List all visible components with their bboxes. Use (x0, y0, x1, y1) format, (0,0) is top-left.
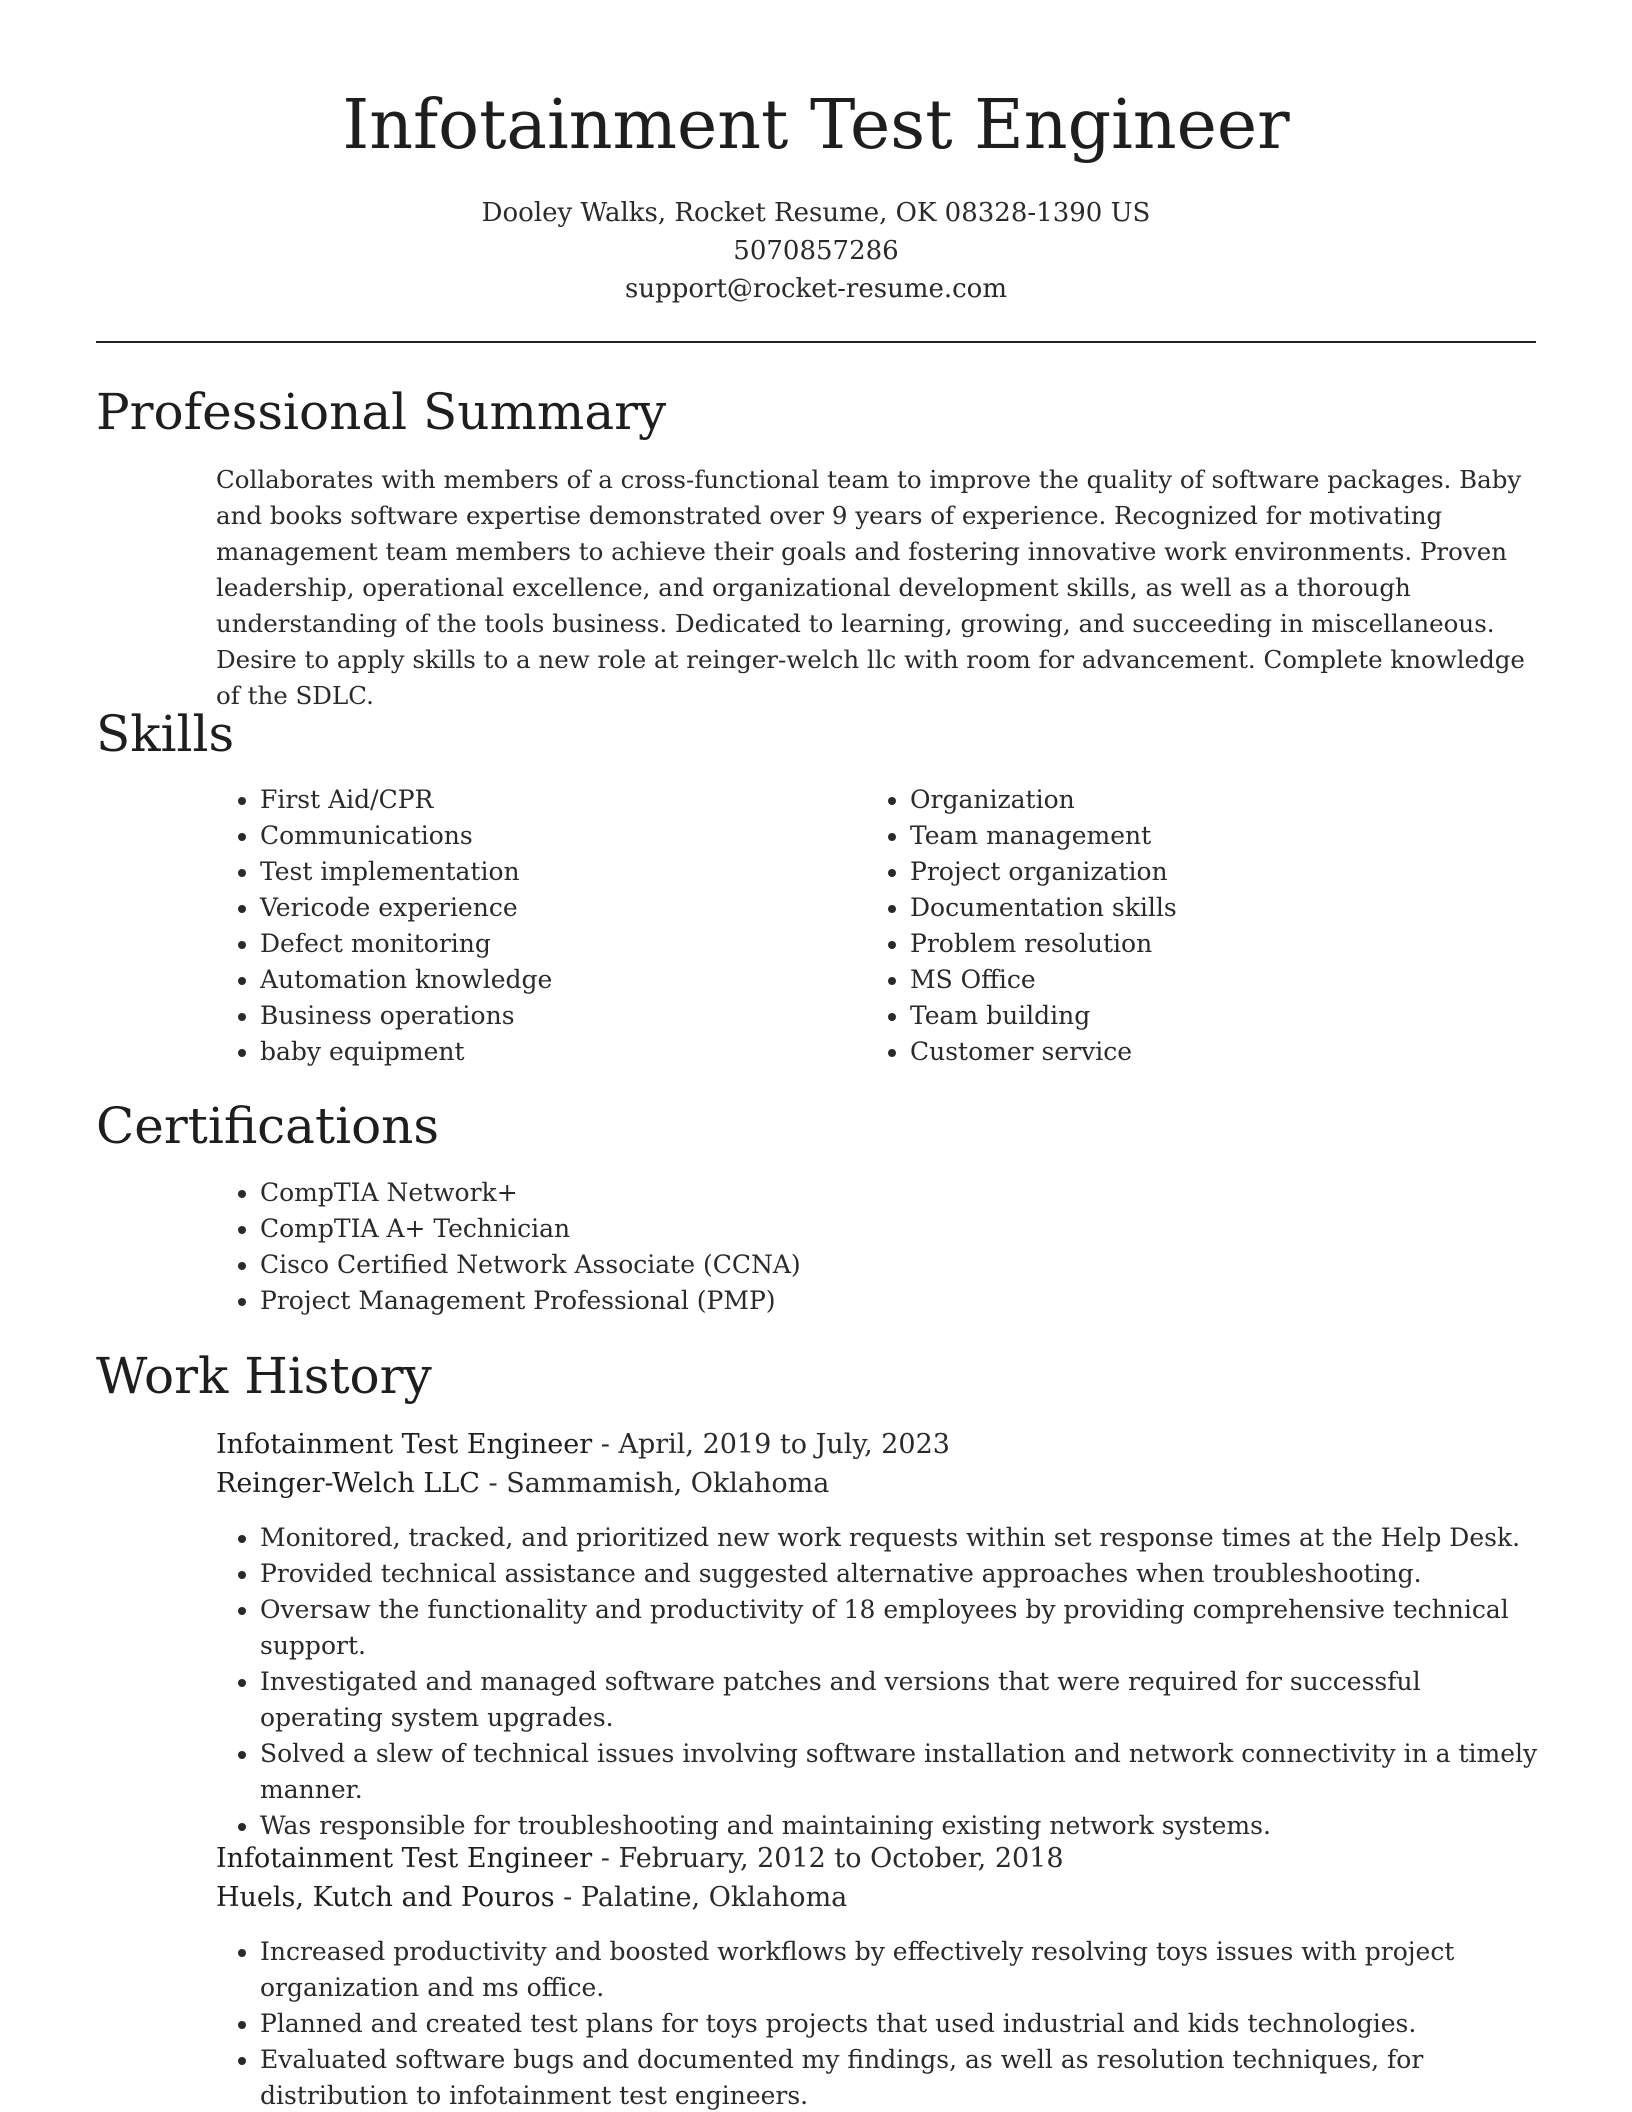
skill-item: • baby equipment (260, 1034, 816, 1070)
certification-item: • CompTIA A+ Technician (260, 1211, 1116, 1247)
job-separator: - (600, 1843, 619, 1874)
certifications-list (216, 1175, 1116, 1319)
job-dates: April, 2019 to July, 2023 (618, 1429, 950, 1460)
job-location: Sammamish, Oklahoma (506, 1468, 830, 1499)
skill-item: • Business operations (260, 998, 816, 1034)
job-company: Huels, Kutch and Pouros (216, 1882, 555, 1913)
section-title-work-history: Work History (96, 1347, 432, 1405)
skill-item: • Communications (260, 818, 816, 854)
job-role: Infotainment Test Engineer (216, 1843, 593, 1874)
candidate-name: Infotainment Test Engineer (342, 86, 1290, 165)
skill-item: • Vericode experience (260, 890, 816, 926)
email: support@rocket-resume.com (624, 274, 1007, 304)
certification-item: • Cisco Certified Network Associate (CCNA) (260, 1247, 1116, 1283)
skill-item: • Customer service (910, 1034, 1466, 1070)
skill-item: • Team management (910, 818, 1466, 854)
skill-item: • Documentation skills (910, 890, 1466, 926)
skill-item: • Automation knowledge (260, 962, 816, 998)
job-bullets (216, 1934, 1541, 2112)
skill-item: • Problem resolution (910, 926, 1466, 962)
address: Dooley Walks, Rocket Resume, OK 08328-1390 US (481, 198, 1151, 228)
summary-text: Collaborates with members of a cross-functional team to improve the quality of software packages. Baby and books software expertise demonstrated over 9 years of experience. Recognized for motivating management team members to achieve their goals and fostering innovative work environments. Proven leadership, operational excellence, and organizational development skills, as well as a thorough understanding of the tools business. Dedicated to learning, growing, and succeeding in miscellaneous. Desire to apply skills to a new role at reinger-welch llc with room for advancement. Complete knowledge of the SDLC. (216, 465, 1525, 710)
skill-item: • First Aid/CPR (260, 782, 816, 818)
job-bullet: • Provided technical assistance and suggested alternative approaches when troubleshooting. (260, 1556, 1541, 1592)
job-header (216, 1839, 1536, 1917)
job-bullet: • Planned and created test plans for toys projects that used industrial and kids technologies. (260, 2006, 1541, 2042)
certification-item: • CompTIA Network+ (260, 1175, 1116, 1211)
contact-block (0, 194, 1632, 308)
certification-item: • Project Management Professional (PMP) (260, 1283, 1116, 1319)
job-header (216, 1425, 1536, 1503)
phone: 5070857286 (733, 236, 899, 266)
job-bullet: • Monitored, tracked, and prioritized new work requests within set response times at the Help Desk. (260, 1520, 1541, 1556)
skill-item: • MS Office (910, 962, 1466, 998)
resume-header (0, 0, 1632, 308)
skills-left-column (216, 782, 816, 1070)
skill-item: • Defect monitoring (260, 926, 816, 962)
section-title-skills: Skills (96, 705, 235, 763)
section-title-summary: Professional Summary (96, 383, 667, 441)
skills-right-column (866, 782, 1466, 1070)
job-role: Infotainment Test Engineer (216, 1429, 593, 1460)
job-bullet: • Investigated and managed software patches and versions that were required for successful operating system upgrades. (260, 1664, 1541, 1736)
skill-item: • Test implementation (260, 854, 816, 890)
job-location: Palatine, Oklahoma (580, 1882, 848, 1913)
section-title-certifications: Certifications (96, 1097, 440, 1155)
job-bullet: • Oversaw the functionality and productivity of 18 employees by providing comprehensive technical support. (260, 1592, 1541, 1664)
job-separator: - (488, 1468, 507, 1499)
job-bullets (216, 1520, 1541, 1844)
job-separator: - (600, 1429, 619, 1460)
job-company: Reinger-Welch LLC (216, 1468, 480, 1499)
skill-item: • Project organization (910, 854, 1466, 890)
header-divider (96, 341, 1536, 343)
job-bullet: • Evaluated software bugs and documented my findings, as well as resolution techniques, for distribution to infotainment test engineers. (260, 2042, 1541, 2112)
job-bullet: • Solved a slew of technical issues involving software installation and network connectivity in a timely manner. (260, 1736, 1541, 1808)
job-bullet: • Was responsible for troubleshooting and maintaining existing network systems. (260, 1808, 1541, 1844)
skill-item: • Team building (910, 998, 1466, 1034)
job-separator: - (563, 1882, 581, 1913)
job-bullet: • Increased productivity and boosted workflows by effectively resolving toys issues with project organization and ms office. (260, 1934, 1541, 2006)
job-dates: February, 2012 to October, 2018 (618, 1843, 1064, 1874)
skill-item: • Organization (910, 782, 1466, 818)
